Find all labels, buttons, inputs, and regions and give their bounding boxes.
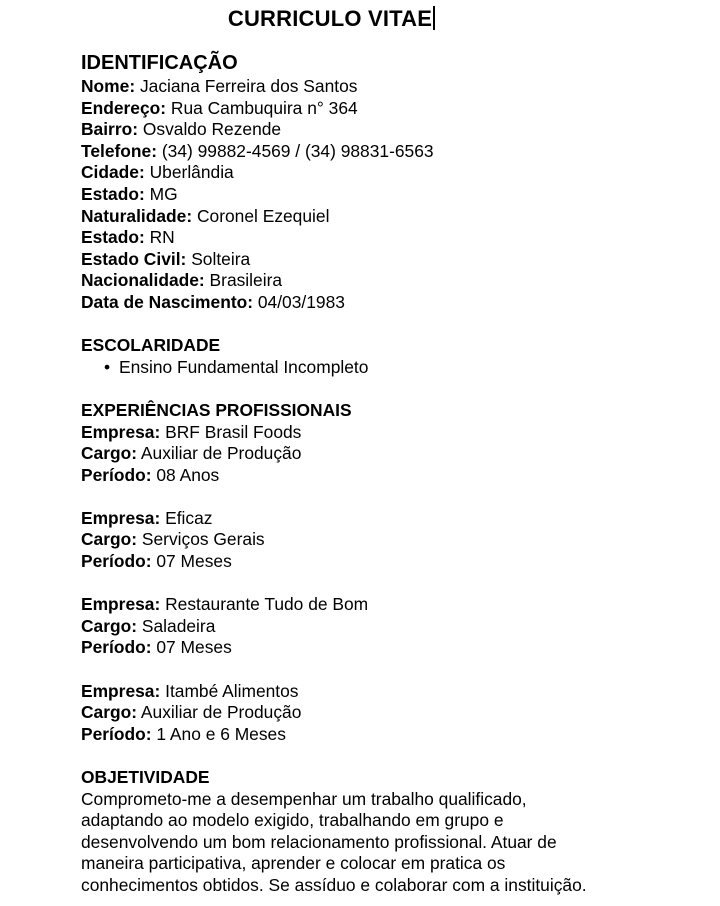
field-label: Estado:	[81, 227, 145, 248]
spacer	[81, 378, 681, 400]
periodo-label: Período:	[81, 637, 152, 658]
job-periodo	[81, 724, 681, 746]
cargo-label: Cargo:	[81, 702, 138, 723]
field-label: Cidade:	[81, 162, 145, 183]
job-cargo	[81, 702, 681, 724]
field-estado-civil	[81, 249, 681, 271]
identificacao-heading: IDENTIFICAÇÃO	[81, 52, 238, 74]
paragraph-line: conhecimentos obtidos. Se assíduo e colaborar com a instituição.	[81, 874, 587, 895]
spacer	[81, 486, 681, 508]
text-cursor	[433, 6, 435, 30]
field-label: Naturalidade:	[81, 205, 193, 226]
cargo-value: Auxiliar de Produção	[140, 443, 302, 464]
empresa-value: Eficaz	[165, 507, 213, 528]
field-value: Solteira	[191, 248, 251, 269]
spacer	[81, 659, 681, 681]
field-cidade	[81, 162, 681, 184]
empresa-value: Restaurante Tudo de Bom	[165, 594, 369, 615]
spacer	[81, 314, 681, 336]
empresa-value: BRF Brasil Foods	[165, 421, 302, 442]
document-body	[81, 51, 681, 897]
experiencias-heading: EXPERIÊNCIAS PROFISSIONAIS	[81, 399, 352, 420]
field-label: Nome:	[81, 76, 136, 96]
periodo-value: 07 Meses	[156, 551, 232, 572]
field-estado	[81, 184, 681, 206]
field-bairro	[81, 119, 681, 141]
empresa-value: Itambé Alimentos	[165, 680, 299, 701]
job-periodo	[81, 637, 681, 659]
paragraph-line: adaptando ao modelo exigido, trabalhando em grupo e	[81, 810, 504, 831]
empresa-label: Empresa:	[81, 421, 161, 442]
field-nacionalidade	[81, 270, 681, 292]
field-naturalidade	[81, 206, 681, 228]
spacer	[81, 573, 681, 595]
escolaridade-heading: ESCOLARIDADE	[81, 335, 221, 356]
field-label: Endereço:	[81, 97, 167, 118]
cargo-value: Auxiliar de Produção	[140, 702, 302, 723]
periodo-label: Período:	[81, 551, 152, 572]
field-label: Telefone:	[81, 140, 158, 161]
field-value: Uberlândia	[149, 162, 234, 183]
cargo-label: Cargo:	[81, 529, 138, 550]
job-cargo	[81, 529, 681, 551]
job-empresa	[81, 681, 681, 703]
field-label: Estado Civil:	[81, 248, 187, 269]
paragraph-line: maneira participativa, aprender e colocar em pratica os	[81, 853, 506, 874]
empresa-label: Empresa:	[81, 594, 161, 615]
document-title	[0, 5, 663, 33]
empresa-label: Empresa:	[81, 507, 161, 528]
job-periodo	[81, 465, 681, 487]
job-empresa	[81, 594, 681, 616]
cargo-label: Cargo:	[81, 615, 138, 636]
field-value: Jaciana Ferreira dos Santos	[139, 76, 358, 96]
escolaridade-item	[81, 357, 681, 379]
paragraph-line: desenvolvendo um bom relacionamento profissional. Atuar de	[81, 831, 557, 852]
field-value: Brasileira	[209, 270, 283, 291]
objetividade-heading: OBJETIVIDADE	[81, 767, 210, 787]
field-telefone	[81, 141, 681, 163]
job-empresa	[81, 422, 681, 444]
field-label: Nacionalidade:	[81, 270, 205, 291]
empresa-label: Empresa:	[81, 680, 161, 701]
cargo-value: Saladeira	[141, 615, 216, 636]
job-cargo	[81, 443, 681, 465]
field-value: Osvaldo Rezende	[142, 119, 282, 140]
field-data-nascimento	[81, 292, 681, 314]
bullet-icon: •	[104, 356, 111, 377]
job-entry	[81, 508, 681, 573]
field-label: Bairro:	[81, 119, 139, 140]
field-value: Coronel Ezequiel	[196, 205, 330, 226]
field-label: Estado:	[81, 183, 145, 204]
periodo-label: Período:	[81, 464, 152, 485]
spacer	[81, 745, 681, 767]
cargo-label: Cargo:	[81, 443, 138, 464]
field-value: (34) 99882-4569 / (34) 98831-6563	[161, 140, 434, 161]
field-nome	[81, 76, 681, 98]
job-empresa	[81, 508, 681, 530]
field-endereco	[81, 98, 681, 120]
field-value: Rua Cambuquira n° 364	[170, 97, 358, 118]
periodo-value: 1 Ano e 6 Meses	[156, 723, 286, 744]
job-periodo	[81, 551, 681, 573]
job-entry	[81, 681, 681, 746]
field-value: RN	[149, 227, 175, 248]
cargo-value: Serviços Gerais	[141, 529, 265, 550]
title-text: CURRICULO VITAE	[227, 6, 433, 31]
objetividade-paragraph	[81, 789, 641, 897]
paragraph-line: Comprometo-me a desempenhar um trabalho qualificado,	[81, 788, 527, 809]
job-entry	[81, 422, 681, 487]
job-cargo	[81, 616, 681, 638]
identificacao-section	[81, 76, 681, 314]
field-value: 04/03/1983	[257, 291, 345, 312]
periodo-label: Período:	[81, 723, 152, 744]
job-entry	[81, 594, 681, 659]
field-value: MG	[149, 183, 178, 204]
field-label: Data de Nascimento:	[81, 291, 254, 312]
escolaridade-item-text: Ensino Fundamental Incompleto	[119, 356, 369, 377]
periodo-value: 07 Meses	[156, 637, 232, 658]
periodo-value: 08 Anos	[156, 464, 220, 485]
field-estado-natal	[81, 227, 681, 249]
